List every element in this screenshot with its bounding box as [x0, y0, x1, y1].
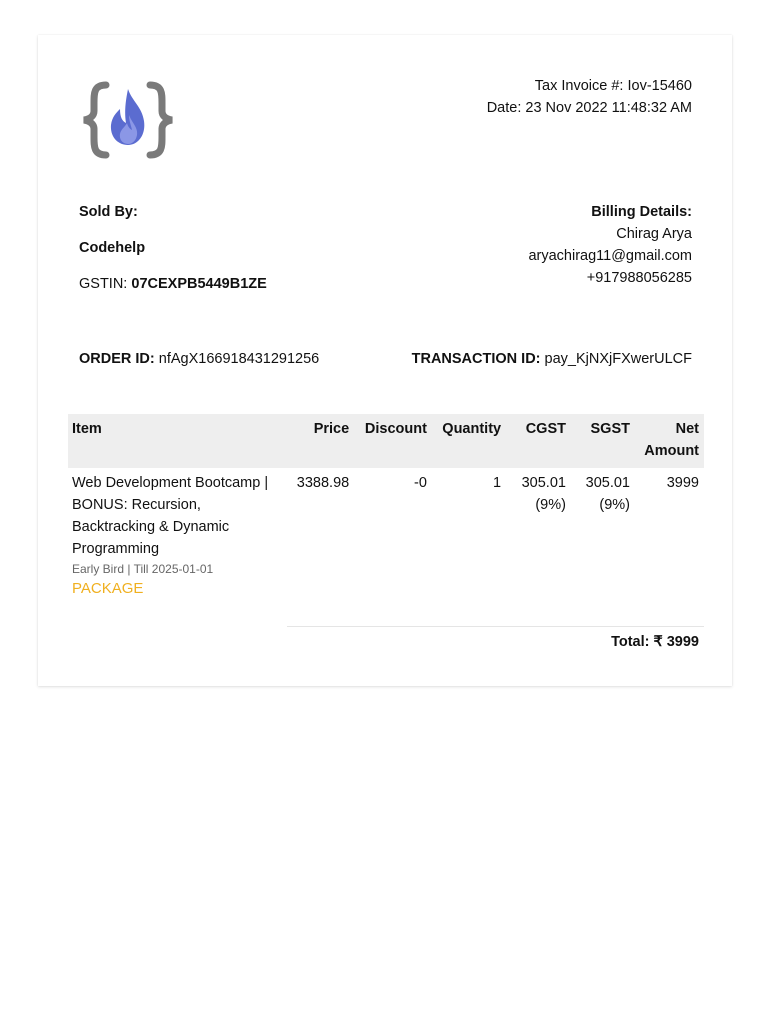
item-cell [68, 468, 287, 626]
item-name: Web Development Bootcamp | BONUS: Recursion, Backtracking & Dynamic Programming [72, 475, 269, 557]
item-sgst-rate: (9%) [599, 497, 630, 513]
tax-invoice-label: Tax Invoice #: [534, 78, 624, 94]
header-item: Item [68, 414, 287, 468]
item-cgst-rate: (9%) [535, 497, 566, 513]
billing-name: Chirag Arya [616, 226, 692, 242]
item-price: 3388.98 [296, 475, 350, 491]
header-quantity: Quantity [432, 414, 506, 468]
header-sgst: SGST [571, 414, 635, 468]
billing-label: Billing Details: [591, 204, 692, 220]
date-label: Date: [486, 100, 522, 116]
header-discount: Discount [354, 414, 432, 468]
total-row [68, 626, 704, 657]
gstin-label: GSTIN: [79, 276, 128, 292]
billing-details [528, 201, 692, 289]
header-price: Price [287, 414, 354, 468]
gstin-line [79, 273, 267, 309]
item-discount: -0 [414, 475, 427, 491]
header-net-amount: Net Amount [635, 414, 704, 468]
order-id-label: ORDER ID: [79, 351, 155, 367]
item-sgst-cell [571, 468, 635, 626]
transaction-id-value: pay_KjNXjFXwerULCF [544, 351, 692, 367]
billing-email: aryachirag11@gmail.com [528, 248, 692, 264]
invoice-card [38, 35, 732, 686]
item-quantity: 1 [493, 475, 502, 491]
transaction-id-line [412, 348, 692, 370]
sold-by-label: Sold By: [79, 204, 138, 220]
seller-details [79, 201, 267, 309]
invoice-header [487, 75, 692, 119]
invoice-date: 23 Nov 2022 11:48:32 AM [525, 100, 692, 116]
item-cgst: 305.01 [521, 475, 566, 491]
item-net-amount: 3999 [666, 475, 699, 491]
seller-name: Codehelp [79, 240, 146, 256]
tax-invoice-line [487, 75, 692, 97]
table-row [68, 468, 704, 626]
order-id-value: nfAgX166918431291256 [158, 351, 320, 367]
invoice-items-table [68, 414, 704, 657]
order-id-line [79, 348, 319, 370]
header-cgst: CGST [506, 414, 571, 468]
item-sgst: 305.01 [585, 475, 630, 491]
transaction-id-label: TRANSACTION ID: [411, 351, 541, 367]
gstin-value: 07CEXPB5449B1ZE [131, 276, 267, 292]
item-tag: PACKAGE [72, 580, 144, 597]
item-subtitle: Early Bird | Till 2025-01-01 [72, 562, 214, 576]
total-spacer [68, 626, 287, 657]
total-amount: Total: ₹ 3999 [287, 626, 704, 657]
table-header-row [68, 414, 704, 468]
flame-braces-logo-icon [78, 79, 178, 161]
tax-invoice-number: Iov-15460 [627, 78, 692, 94]
billing-phone: +917988056285 [586, 270, 692, 286]
item-cgst-cell [506, 468, 571, 626]
invoice-date-line [487, 97, 692, 119]
